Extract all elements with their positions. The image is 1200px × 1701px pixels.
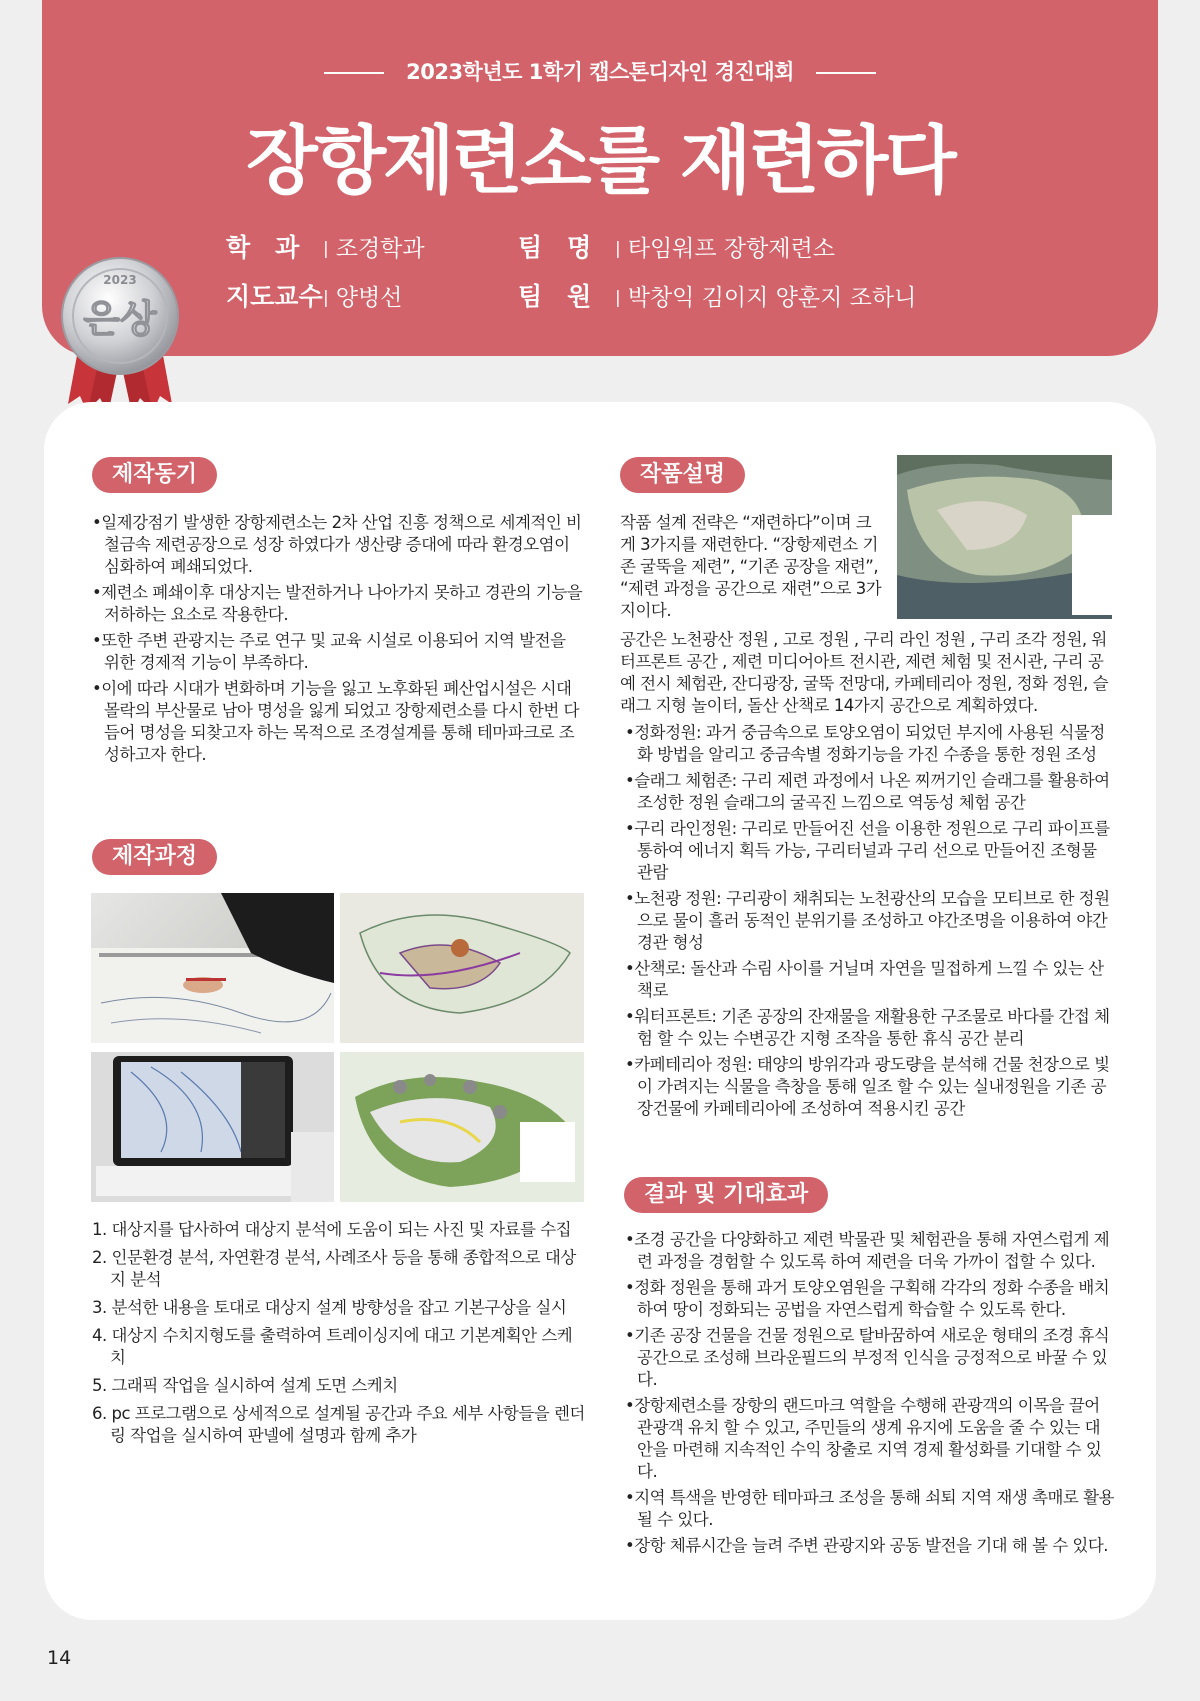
contest-text: 2023학년도 1학기 캡스톤디자인 경진대회	[406, 60, 794, 84]
team-value: 타임워프 장항제련소	[627, 236, 836, 262]
photo-sketch-plan	[340, 893, 584, 1043]
dept-row: 학 과 | 조경학과	[226, 228, 425, 264]
photo-site-aerial	[897, 455, 1112, 619]
motivation-item: • 제련소 폐쇄이후 대상지는 발전하거나 나아가지 못하고 경관의 기능을 저하하는 요소로 작용한다.	[92, 582, 585, 626]
results-heading: 결과 및 기대효과	[624, 1177, 828, 1213]
result-item: • 정화 정원을 통해 과거 토양오염원을 구획해 각각의 정화 수종을 배치하여 땅이 정화되는 공법을 자연스럽게 학습할 수 있도록 한다.	[625, 1277, 1114, 1321]
description-heading: 작품설명	[620, 457, 745, 493]
result-item: • 지역 특색을 반영한 테마파크 조성을 통해 쇠퇴 지역 재생 촉매로 활용 될 수 있다.	[625, 1487, 1114, 1531]
team-label: 팀 명	[518, 233, 592, 262]
photo-laptop	[91, 1052, 334, 1202]
description-intro: 작품 설계 전략은 “재련하다”이며 크게 3가지를 재련한다. “장항제련소 기존 굴뚝을 제련”, “기존 공장을 재련”, “제련 과정을 공간으로 재련”으로 3가지이다.	[620, 513, 882, 620]
contest-title	[0, 56, 1200, 86]
result-item: • 장항 체류시간을 늘려 주변 관광지와 공동 발전을 기대 해 볼 수 있다.	[625, 1535, 1114, 1557]
medal-award: 은상	[83, 297, 157, 341]
team-row: 팀 명 | 타임워프 장항제련소	[518, 228, 835, 264]
space-item: • 슬래그 체험존: 구리 제련 과정에서 나온 찌꺼기인 슬래그를 활용하여 조성한 정원 슬래그의 굴곡진 느낌으로 역동성 체험 공간	[625, 770, 1114, 814]
process-step: 2. 인문환경 분석, 자연환경 분석, 사례조사 등을 통해 종합적으로 대상지 분석	[92, 1248, 576, 1289]
space-item: • 워터프론트: 기존 공장의 잔재물을 재활용한 구조물로 바다를 간접 체험 할 수 있는 수변공간 지형 조작을 통한 휴식 공간 분리	[625, 1006, 1114, 1050]
silver-medal-icon	[58, 254, 182, 414]
advisor-row: 지도교수| 양병선	[226, 277, 402, 313]
process-step: 5. 그래픽 작업을 실시하여 설계 도면 스케치	[92, 1376, 398, 1395]
description-items	[625, 722, 1114, 1124]
description-spaces: 공간은 노천광산 정원 , 고로 정원 , 구리 라인 정원 , 구리 조각 정원, 워터프론트 공간 , 제련 미디어아트 전시관, 제련 체험 및 전시관, 구리 공예 전시 체험관, 잔디광장, 굴뚝 전망대, 카페테리아 정원, 정화 정원, 슬래그 지형 놀이터, 돌산 산책로 14가지 공간으로 계획하였다.	[620, 630, 1109, 715]
motivation-text	[92, 512, 585, 770]
result-item: • 장항제련소를 장항의 랜드마크 역할을 수행해 관광객의 이목을 끌어 관광객 유치 할 수 있고, 주민들의 생계 유지에 도움을 줄 수 있는 대안을 마련해 지속적인 수익 창출로 지역 경제 활성화를 기대할 수 있다.	[625, 1395, 1114, 1483]
members-label: 팀 원	[518, 282, 592, 311]
space-item: • 노천광 정원: 구리광이 채취되는 노천광산의 모습을 모티브로 한 정원으로 물이 흘러 동적인 분위기를 조성하고 야간조명을 이용하여 야간 경관 형성	[625, 888, 1114, 954]
result-item: • 기존 공장 건물을 건물 정원으로 탈바꿈하여 새로운 형태의 조경 휴식 공간으로 조성해 브라운필드의 부정적 인식을 긍정적으로 바꿀 수 있다.	[625, 1325, 1114, 1391]
photo-rendered-plan	[340, 1052, 584, 1202]
space-item: • 산책로: 돌산과 수림 사이를 거닐며 자연을 밀접하게 느낄 수 있는 산책로	[625, 958, 1114, 1002]
results-items	[625, 1229, 1114, 1561]
motivation-item: • 또한 주변 관광지는 주로 연구 및 교육 시설로 이용되어 지역 발전을 위한 경제적 기능이 부족하다.	[92, 630, 585, 674]
process-step: 6. pc 프로그램으로 상세적으로 설계될 공간과 주요 세부 사항들을 렌더링 작업을 실시하여 판넬에 설명과 함께 추가	[92, 1404, 585, 1445]
members-row: 팀 원 | 박창익 김이지 양훈지 조하니	[518, 277, 916, 313]
motivation-item: • 일제강점기 발생한 장항제련소는 2차 산업 진흥 정책으로 세계적인 비철금속 제련공장으로 성장 하였다가 생산량 증대에 따라 환경오염이 심화하여 폐쇄되었다.	[92, 512, 585, 578]
divider-right	[816, 72, 876, 74]
space-item: • 구리 라인정원: 구리로 만들어진 선을 이용한 정원으로 구리 파이프를 통하여 에너지 획득 가능, 구리터널과 구리 선으로 만들어진 조형물 관람	[625, 818, 1114, 884]
photo-drafting	[91, 893, 334, 1043]
advisor-value: 양병선	[335, 285, 403, 311]
process-steps	[92, 1219, 585, 1453]
process-step: 1. 대상지를 답사하여 대상지 분석에 도움이 되는 사진 및 자료를 수집	[92, 1220, 572, 1239]
process-step: 4. 대상지 수치지형도를 출력하여 트레이싱지에 대고 기본계획안 스케치	[92, 1326, 573, 1367]
advisor-label: 지도교수	[226, 282, 323, 311]
space-item: • 정화정원: 과거 중금속으로 토양오염이 되었던 부지에 사용된 식물정화 방법을 알리고 중금속별 정화기능을 가진 수종을 통한 정원 조성	[625, 722, 1114, 766]
divider-left	[324, 72, 384, 74]
result-item: • 조경 공간을 다양화하고 제련 박물관 및 체험관을 통해 자연스럽게 제련 과정을 경험할 수 있도록 하여 제련을 더욱 가까이 접할 수 있다.	[625, 1229, 1114, 1273]
dept-label: 학 과	[226, 233, 300, 262]
motivation-item: • 이에 따라 시대가 변화하며 기능을 잃고 노후화된 폐산업시설은 시대 몰락의 부산물로 남아 명성을 잃게 되었고 장항제련소를 다시 한번 다듬어 명성을 되찾고자 하는 목적으로 조경설계를 통해 테마파크로 조성하고자 한다.	[92, 678, 585, 766]
process-step: 3. 분석한 내용을 토대로 대상지 설계 방향성을 잡고 기본구상을 실시	[92, 1298, 567, 1317]
process-heading: 제작과정	[92, 839, 217, 875]
members-value: 박창익 김이지 양훈지 조하니	[627, 285, 917, 311]
dept-value: 조경학과	[335, 236, 425, 262]
motivation-heading: 제작동기	[92, 457, 217, 493]
page-number: 14	[47, 1647, 72, 1669]
page-title: 장항제련소를 재련하다	[246, 118, 954, 204]
space-item: • 카페테리아 정원: 태양의 방위각과 광도량을 분석해 건물 천장으로 빛이 가려지는 식물을 측창을 통해 일조 할 수 있는 실내정원을 기존 공장건물에 카페테리아에 조성하여 적용시킨 공간	[625, 1054, 1114, 1120]
medal-year: 2023	[103, 273, 137, 287]
